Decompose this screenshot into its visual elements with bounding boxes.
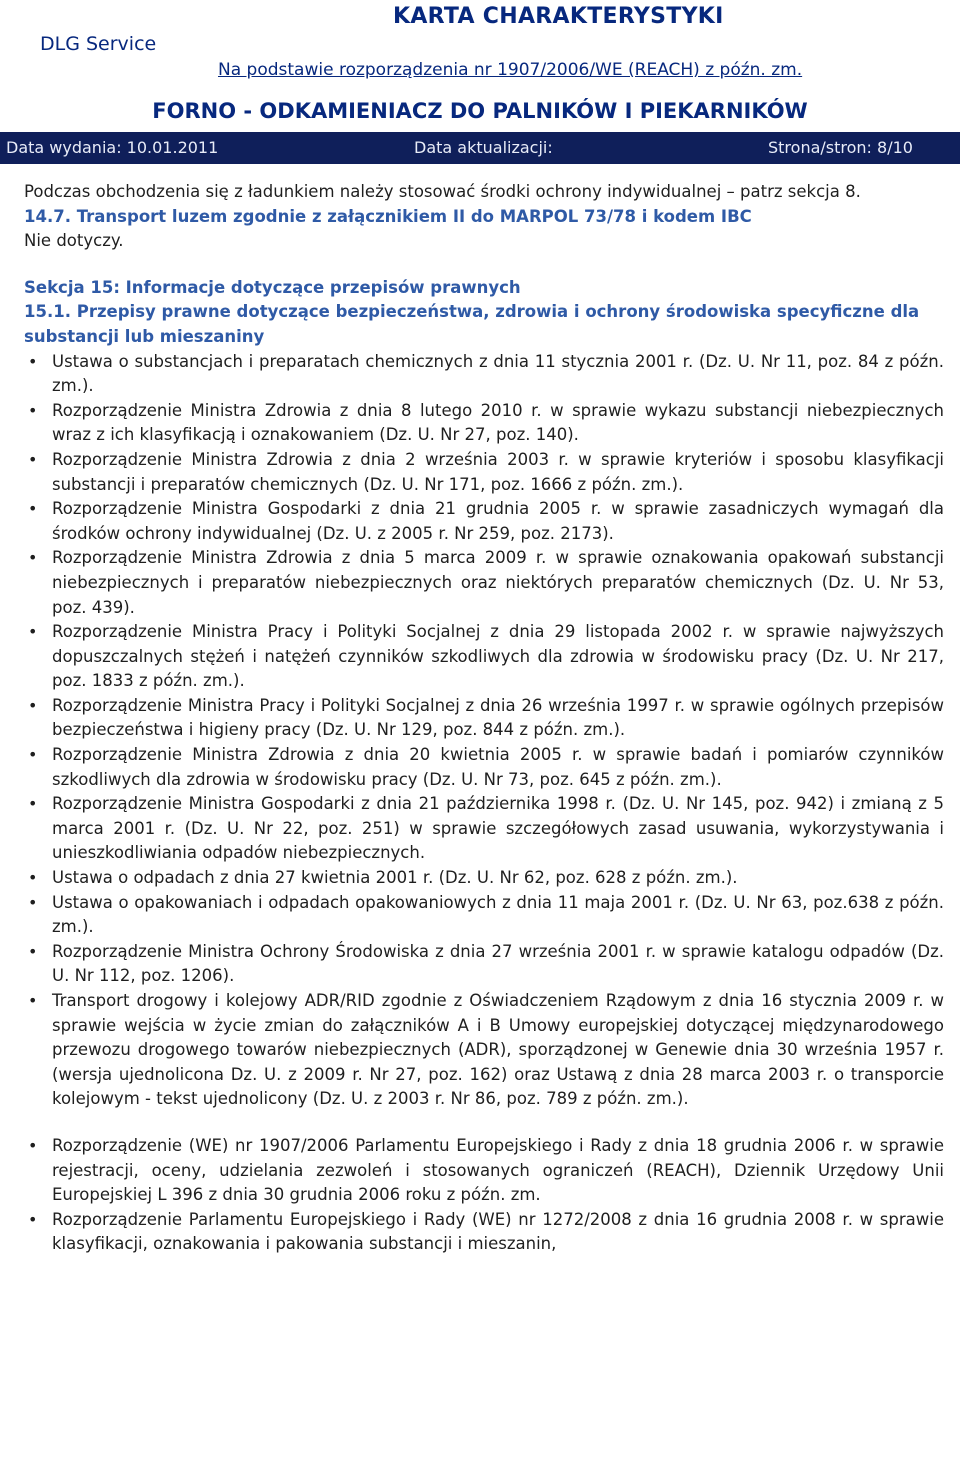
issue-date: Data wydania: 10.01.2011 <box>6 138 219 157</box>
list-item: • Rozporządzenie Parlamentu Europejskiego i Rady (WE) nr 1272/2008 z dnia 16 grudnia 2008 r. w sprawie klasyfikacji, oznakowania i pakowania substancji i mieszanin, <box>24 1208 944 1257</box>
list-item: • Rozporządzenie Ministra Pracy i Polityki Socjalnej z dnia 29 listopada 2002 r. w sprawie najwyższych dopuszczalnych stężeń i natężeń czynników szkodliwych dla zdrowia w środowisku pracy (Dz. U. Nr 217, poz. 1833 z późn. zm.). <box>24 620 944 694</box>
list-item: • Transport drogowy i kolejowy ADR/RID zgodnie z Oświadczeniem Rządowym z dnia 16 stycznia 2009 r. w sprawie wejścia w życie zmian do załączników A i B Umowy europejskiej dotyczącej międzynarodowego przewozu drogowego towarów niebezpiecznych (ADR), sporządzonej w Genewie dnia 30 września 1957 r. (wersja ujednolicona Dz. U. z 2009 r. Nr 27, poz. 162) oraz Ustawą z dnia 28 marca 2003 r. o transporcie kolejowym - tekst ujednolicony (Dz. U. z 2003 r. Nr 86, poz. 789 z późn. zm.). <box>24 989 944 1112</box>
list-item: • Ustawa o opakowaniach i odpadach opakowaniowych z dnia 11 maja 2001 r. (Dz. U. Nr 63, poz.638 z późn. zm.). <box>24 891 944 940</box>
list-item: • Ustawa o substancjach i preparatach chemicznych z dnia 11 stycznia 2001 r. (Dz. U. Nr 11, poz. 84 z późn. zm.). <box>24 350 944 399</box>
list-item: • Rozporządzenie Ministra Zdrowia z dnia 8 lutego 2010 r. w sprawie wykazu substancji niebezpiecznych wraz z ich klasyfikacją i oznakowaniem (Dz. U. Nr 27, poz. 140). <box>24 399 944 448</box>
document-header <box>0 0 960 164</box>
document-body <box>24 180 944 1257</box>
regulation-reference: Na podstawie rozporządzenia nr 1907/2006/WE (REACH) z późn. zm. <box>218 60 803 80</box>
list-item: • Rozporządzenie Ministra Zdrowia z dnia 5 marca 2009 r. w sprawie oznakowania opakowań substancji niebezpiecznych i preparatów niebezpiecznych oraz niektórych preparatów chemicznych (Dz. U. Nr 53, poz. 439). <box>24 546 944 620</box>
list-item: • Rozporządzenie Ministra Zdrowia z dnia 20 kwietnia 2005 r. w sprawie badań i pomiarów czynników szkodliwych dla zdrowia w środowisku pracy (Dz. U. Nr 73, poz. 645 z późn. zm.). <box>24 743 944 792</box>
page-number: Strona/stron: 8/10 <box>768 138 913 157</box>
document-title: KARTA CHARAKTERYSTYKI <box>393 4 724 29</box>
list-item: • Rozporządzenie (WE) nr 1907/2006 Parlamentu Europejskiego i Rady z dnia 18 grudnia 2006 r. w sprawie rejestracji, oceny, udzielania zezwoleń i stosowanych ograniczeń (REACH), Dziennik Urzędowy Unii Europejskiej L 396 z dnia 30 grudnia 2006 roku z późn. zm. <box>24 1134 944 1208</box>
company-name: DLG Service <box>40 33 157 55</box>
list-item: • Rozporządzenie Ministra Gospodarki z dnia 21 października 1998 r. (Dz. U. Nr 145, poz. 942) i zmianą z 5 marca 2001 r. (Dz. U. Nr 22, poz. 251) w sprawie szczegółowych zasad usuwania, wykorzystywania i unieszkodliwiania odpadów niebezpiecznych. <box>24 792 944 866</box>
list-item: • Rozporządzenie Ministra Gospodarki z dnia 21 grudnia 2005 r. w sprawie zasadniczych wymagań dla środków ochrony indywidualnej (Dz. U. z 2005 r. Nr 259, poz. 2173). <box>24 497 944 546</box>
list-item: • Rozporządzenie Ministra Zdrowia z dnia 2 września 2003 r. w sprawie kryteriów i sposobu klasyfikacji substancji i preparatów chemicznych (Dz. U. Nr 171, poz. 1666 z późn. zm.). <box>24 448 944 497</box>
list-item: • Rozporządzenie Ministra Pracy i Polityki Socjalnej z dnia 26 września 1997 r. w sprawie ogólnych przepisów bezpieczeństwa i higieny pracy (Dz. U. Nr 129, poz. 844 z późn. zm.). <box>24 694 944 743</box>
intro-paragraph: Podczas obchodzenia się z ładunkiem należy stosować środki ochrony indywidualnej – patrz sekcja 8. <box>24 182 861 201</box>
update-date: Data aktualizacji: <box>414 138 553 157</box>
section-15-1-heading: 15.1. Przepisy prawne dotyczące bezpieczeństwa, zdrowia i ochrony środowiska specyficzne dla substancji lub mieszaniny <box>24 302 920 346</box>
regulations-list <box>24 350 944 1257</box>
spacer <box>24 254 944 276</box>
list-item: • Ustawa o odpadach z dnia 27 kwietnia 2001 r. (Dz. U. Nr 62, poz. 628 z późn. zm.). <box>24 866 944 891</box>
section-14-7-heading: 14.7. Transport luzem zgodnie z załącznikiem II do MARPOL 73/78 i kodem IBC <box>24 206 752 226</box>
product-name: FORNO - ODKAMIENIACZ DO PALNIKÓW I PIEKARNIKÓW <box>152 99 808 123</box>
header-top-band <box>0 0 960 90</box>
meta-bar <box>0 132 960 164</box>
section-15-heading: Sekcja 15: Informacje dotyczące przepisów prawnych <box>24 277 521 297</box>
section-14-7-text: Nie dotyczy. <box>24 231 124 251</box>
list-item: • Rozporządzenie Ministra Ochrony Środowiska z dnia 27 września 2001 r. w sprawie katalogu odpadów (Dz. U. Nr 112, poz. 1206). <box>24 940 944 989</box>
